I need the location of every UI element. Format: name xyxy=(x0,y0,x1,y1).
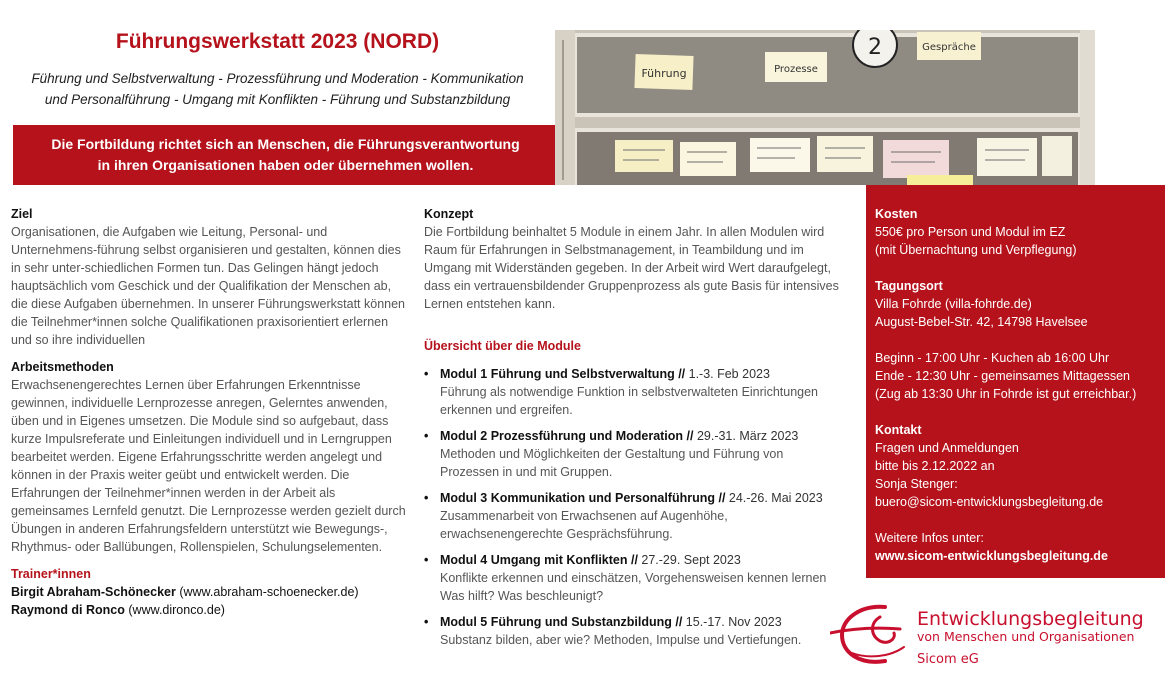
module-title: Modul 1 Führung und Selbstverwaltung // xyxy=(440,367,686,381)
bullet-icon: • xyxy=(424,429,429,443)
info-sidebar xyxy=(866,185,1165,578)
konzept-heading: Konzept xyxy=(424,207,474,221)
kontakt-heading: Kontakt xyxy=(875,423,922,437)
trainer-item xyxy=(11,601,406,619)
module-title: Modul 5 Führung und Substanzbildung // xyxy=(440,615,683,629)
pinboard-card xyxy=(853,30,897,67)
kontakt-line: Fragen und Anmeldungen xyxy=(875,441,1019,455)
module-list xyxy=(424,365,844,649)
banner-line-1: Die Fortbildung richtet sich an Menschen, die Führungsverantwortung xyxy=(51,136,520,152)
kontakt-email[interactable]: buero@sicom-entwicklungsbegleitung.de xyxy=(875,495,1104,509)
module-title: Modul 3 Kommunikation und Personalführung // xyxy=(440,491,726,505)
section-konzept xyxy=(424,205,844,313)
module-description: Substanz bilden, aber wie? Methoden, Impulse und Vertiefungen. xyxy=(440,633,802,647)
bullet-icon: • xyxy=(424,491,429,505)
ziel-heading: Ziel xyxy=(11,207,33,221)
section-ziel xyxy=(11,205,406,349)
left-column xyxy=(11,205,406,619)
sicom-logo xyxy=(830,595,1160,675)
svg-text:Führung: Führung xyxy=(641,67,687,80)
bullet-icon: • xyxy=(424,367,429,381)
module-item xyxy=(424,613,844,649)
subtitle-line-1: Führung und Selbstverwaltung - Prozessführung und Moderation - Kommunikation xyxy=(31,71,524,86)
infos-label: Weitere Infos unter: xyxy=(875,531,984,545)
module-description: Führung als notwendige Funktion in selbstverwalteten Einrichtungen erkennen und ergreifen. xyxy=(440,385,819,417)
time-end: Ende - 12:30 Uhr - gemeinsames Mittagessen xyxy=(875,369,1130,383)
bullet-icon: • xyxy=(424,615,429,629)
section-arbeitsmethoden xyxy=(11,358,406,556)
pinboard-photo-image xyxy=(555,30,1095,185)
module-date: 24.-26. Mai 2023 xyxy=(725,491,823,505)
website-link[interactable]: www.sicom-entwicklungsbegleitung.de xyxy=(875,549,1108,563)
kontakt-deadline: bitte bis 2.12.2022 an xyxy=(875,459,995,473)
module-date: 29.-31. März 2023 xyxy=(693,429,799,443)
module-item xyxy=(424,427,844,481)
section-trainer xyxy=(11,565,406,619)
module-description: Konflikte erkennen und einschätzen, Vorgehensweisen kennen lernen Was hilft? Was beschleunigt? xyxy=(440,571,827,603)
svg-text:2: 2 xyxy=(868,35,882,60)
workshop-photo xyxy=(555,30,1095,185)
banner-line-2: in ihren Organisationen haben oder übernehmen wollen. xyxy=(97,157,474,173)
trainer-website: (www.dironco.de) xyxy=(128,603,225,617)
trainer-heading: Trainer*innen xyxy=(11,567,91,581)
logo-line-2: von Menschen und Organisationen xyxy=(917,629,1135,644)
time-start: Beginn - 17:00 Uhr - Kuchen ab 16:00 Uhr xyxy=(875,351,1110,365)
tagungsort-address: August-Bebel-Str. 42, 14798 Havelsee xyxy=(875,315,1088,329)
page-title: Führungswerkstatt 2023 (NORD) xyxy=(115,30,440,53)
pinboard-card xyxy=(634,54,693,90)
module-topics xyxy=(10,68,545,110)
module-item xyxy=(424,551,844,605)
module-date: 15.-17. Nov 2023 xyxy=(682,615,782,629)
module-item xyxy=(424,489,844,543)
logo-line-1: Entwicklungsbegleitung xyxy=(917,608,1144,630)
train-note: (Zug ab 13:30 Uhr in Fohrde ist gut erreichbar.) xyxy=(875,387,1137,401)
kontakt-person: Sonja Stenger: xyxy=(875,477,958,491)
logo-line-3: Sicom eG xyxy=(917,652,979,667)
tagungsort-name: Villa Fohrde (villa-fohrde.de) xyxy=(875,297,1032,311)
pinboard-card xyxy=(917,32,981,60)
module-title: Modul 2 Prozessführung und Moderation // xyxy=(440,429,694,443)
module-description: Zusammenarbeit von Erwachsenen auf Augenhöhe, erwachsenengerechte Gesprächsführung. xyxy=(440,509,728,541)
module-title: Modul 4 Umgang mit Konflikten // xyxy=(440,553,638,567)
svg-text:Prozesse: Prozesse xyxy=(774,64,818,75)
sicom-logo-mark-icon xyxy=(830,595,1160,675)
module-date: 27.-29. Sept 2023 xyxy=(637,553,741,567)
svg-text:Gespräche: Gespräche xyxy=(922,42,976,53)
arbeitsmethoden-text: Erwachsenengerechtes Lernen über Erfahrungen Erkenntnisse gewinnen, individuelle Lernprozesse anregen, Gelerntes anwenden, üben und in Eigenes umsetzen. Die Module sind so aufgebaut, dass kurze Impulsreferate und Einleitungen individuell und in Lerngruppen bearbeitet werden. Eigene Erfahrungsschritte werden angelegt und können in der Praxis weiter geübt und entwickelt werden. Die Erfahrungen der Teilnehmer*innen werden in der Arbeit als gemeinsames Lernfeld genutzt. Die Lernprozesse werden gezielt durch Übungen in anderen Erfahrungsfeldern unterstützt wie Bewegungs-, Rhythmus- oder Ballübungen, Rollenspielen, Schulungselementen. xyxy=(11,378,406,554)
kosten-note: (mit Übernachtung und Verpflegung) xyxy=(875,243,1077,257)
kosten-price: 550€ pro Person und Modul im EZ xyxy=(875,225,1066,239)
trainer-website: (www.abraham-schoenecker.de) xyxy=(179,585,359,599)
arbeitsmethoden-heading: Arbeitsmethoden xyxy=(11,360,114,374)
module-date: 1.-3. Feb 2023 xyxy=(685,367,770,381)
module-item xyxy=(424,365,844,419)
ziel-text: Organisationen, die Aufgaben wie Leitung, Personal- und Unternehmens-führung selbst organisieren und gestalten, können dies in sehr unter-schiedlichen Formen tun. Das Gelingen hängt jedoch hauptsächlich vom Geschick und der Qualifikation der Menschen ab, die diese Aufgaben übernehmen. In unserer Führungswerkstatt können die Teilnehmer*innen solche Qualifikationen praxisorientiert erlernen und so ihre individuellen xyxy=(11,225,406,347)
target-audience-banner xyxy=(13,125,558,185)
kosten-heading: Kosten xyxy=(875,207,918,221)
middle-column xyxy=(424,205,844,657)
module-heading: Übersicht über die Module xyxy=(424,339,581,353)
module-description: Methoden und Möglichkeiten der Gestaltung und Führung von Prozessen in und mit Gruppen. xyxy=(440,447,784,479)
konzept-text: Die Fortbildung beinhaltet 5 Module in einem Jahr. In allen Modulen wird Raum für Erfahrungen in Selbstmanagement, in Teambildung und im Umgang mit Widerständen gegeben. In der Arbeit wird Wert daraufgelegt, dass ein vertrauensbildender Gruppenprozess als gute Basis für intensives Lernen entstehen kann. xyxy=(424,225,839,311)
tagungsort-heading: Tagungsort xyxy=(875,279,943,293)
trainer-item xyxy=(11,583,406,601)
pinboard-card xyxy=(765,52,827,82)
bullet-icon: • xyxy=(424,553,429,567)
trainer-name: Birgit Abraham-Schönecker xyxy=(11,585,176,599)
subtitle-line-2: und Personalführung - Umgang mit Konflikten - Führung und Substanzbildung xyxy=(44,92,511,107)
trainer-name: Raymond di Ronco xyxy=(11,603,125,617)
